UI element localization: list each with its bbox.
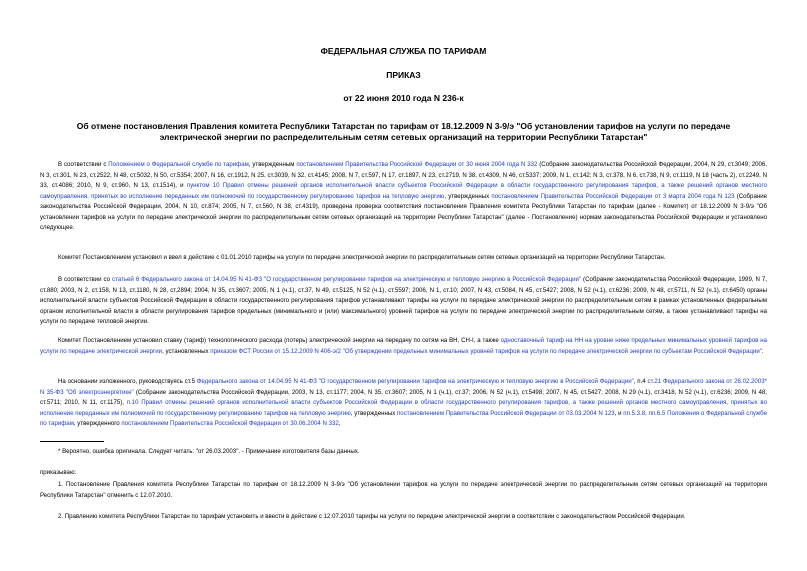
p5-text-4: , утвержденных — [350, 409, 397, 417]
p1-text-4: , утвержденных — [444, 192, 492, 200]
link-fst-regulation-points[interactable]: пп.5.3.8, пп.6.5 Положения о Федеральной службе по тарифам — [40, 409, 767, 427]
p1-text-3: (Собрание законодательства Российской Федерации, 2004, N 29, ст.3049; 2006, N 3, ст.301, N 23, ст.2522, N 48, ст.5032, N 50, ст.5354; 2007, N 16, ст.1912, N 25, ст.3039, N 32, ст.4145; 2008, N 7, ст.597, N 17, ст.1897, N 23, ст.2719, N 38, ст.4309, N 46, ст.5337; 2009, N 1, ст.142; N 3, ст.378, N 6, ст.738, N 9, ст.1119, N 18 (часть 2), ст.2249, N 33, ст.4086; 2010, N 9, ст.960, N 13, ст.1514), и — [40, 161, 768, 189]
link-federal-law-35-fz[interactable]: ст.21 Федерального закона от 26.02.2003* N 35-ФЗ "Об электроэнергетике" — [40, 378, 767, 396]
order-item-2-text: 2. Правлению комитета Республики Татарстан по тарифам установить и ввести в действие с 12.07.2010 тарифы на услуги по передаче электрической энергии в соответствии с законодательством Российской Федерации. — [58, 513, 686, 520]
p4-text-1: Комитет Постановлением установил ставку (тариф) технологического расхода (потерь) электрической энергии на передачу по сетям на ВН, СН-I, а также — [58, 337, 501, 344]
link-single-rate-tariff[interactable]: одноставочный тариф на НН на уровне ниже предельных минимальных уровней тарифов на услуги по передаче электрической энергии — [40, 337, 767, 355]
link-federal-law-41-fz-article-6[interactable]: статьей 6 Федерального закона от 14.04.95 N 41-ФЗ "О государственном регулировании тарифов на электрическую и тепловую энергию в Российской Федерации" — [112, 276, 582, 283]
order-heading-text: приказываю: — [40, 469, 77, 476]
footnote-text: * Вероятно, ошибка оригинала. Следует читать: "от 26.03.2003". - Примечание изготовителя базы данных. — [58, 448, 360, 455]
document-type: ПРИКАЗ — [386, 70, 421, 80]
order-item-2 — [40, 512, 767, 523]
order-item-1-text: 1. Постановление Правления комитета Республики Татарстан по тарифам от 18.12.2009 N 3-9/э "Об установлении тарифов на услуги по передаче электрической энергии по распределительным сетям сетевых организаций на территории Республики Татарстан" отменить с 12.07.2010. — [40, 481, 767, 499]
link-federal-law-41-fz[interactable]: Федерального закона от 14.04.95 N 41-ФЗ "О государственном регулировании тарифов на электрическую и тепловую энергию в Российской Федерации" — [196, 378, 634, 385]
paragraph-2 — [40, 253, 767, 264]
footnote-separator — [40, 441, 104, 442]
link-rules-point-10[interactable]: пунктом 10 Правил отмены решений органов исполнительной власти субъектов Российской Федерации в области государственного регулирования тарифов, а также решений органов местного самоуправления, принятых во исполнение переданных им полномочий по государственному регулированию тарифов на тепловую энергию — [40, 182, 767, 200]
link-fst-order-406[interactable]: приказом ФСТ России от 15.12.2009 N 406-э/2 "Об утверждении предельных минимальных уровней тарифов на услуги по передаче электрической энергии по субъектам Российской Федерации" — [210, 347, 762, 355]
paragraph-5 — [40, 377, 767, 430]
p1-text-5: (Собрание законодательства Российской Федерации, 2004, N 10, ст.874; 2005, N 7, ст.560, N 38, ст.4319), проведена проверка соответствия постановления Правления комитета Республики Татарстан по тарифам (далее - Комитет) от 18.12.2009 N 3-9/э "Об установлении тарифов на услуги по передаче электрической энергии по распределительным сетям сетевых организаций на территории Республики Татарстан" (далее - Постановление) нормам законодательства Российской Федерации и установлено следующее. — [40, 192, 767, 231]
link-rules-point-10-b[interactable]: п.10 Правил отмены решений органов исполнительной власти субъектов Российской Федерации в области государственного регулирования тарифов, а также решений органов местного самоуправления, принятых во исполнение переданных им полномочий по государственному регулированию тарифов на тепловую энергию — [40, 399, 767, 417]
link-government-decree-123-b[interactable]: постановлением Правительства Российской Федерации от 03.03.2004 N 123 — [397, 409, 615, 417]
p5-text-2: , п.4 — [633, 378, 648, 385]
p4-text-2: , установленных — [162, 347, 211, 355]
link-government-decree-123[interactable]: постановлением Правительства Российской Федерации от 3 марта 2004 года N 123 — [491, 192, 735, 200]
p5-text-1: На основании изложенного, руководствуясь ст.5 — [58, 378, 197, 385]
footnote — [40, 447, 767, 458]
p3-text-2: (Собрание законодательства Российской Федерации, 1999, N 7, ст.880; 2003, N 2, ст.158, N 13, ст.1180, N 28, ст.2894; 2004, N 35, ст.3607; 2005, N 1 (ч.1), ст.37, N 49, ст.5125, N 52 (ч.1), ст.5597; 2006, N 1, ст.10; 2007, N 43, ст.5084, N 45, ст.5427; 2008, N 52 (ч.1), ст.6236; 2009, N 48, ст.5711, N 52 (ч.1), ст.6450) органы исполнительной власти субъектов Российской Федерации в области государственного регулирования тарифов устанавливают тарифы на услуги по передаче электрической энергии по распределительным сетям в рамках установленных федеральным органом исполнительной власти в области регулирования тарифов предельных (минимального и (или) максимального) уровней тарифов на услуги по передаче электрической энергии по распределительным сетям, а также устанавливают тарифы на услуги по передаче тепловой энергии. — [40, 276, 767, 325]
paragraph-4 — [40, 336, 767, 357]
p1-text-2: , утвержденным — [248, 161, 297, 168]
document-title: Об отмене постановления Правления комитета Республики Татарстан по тарифам от 18.12.2009 N 3-9/э "Об установлении тарифов на услуги по передаче электрической энергии по распределительным сетям сетевых организаций на территории Республики Татарстан" — [76, 121, 731, 142]
document-date-number: от 22 июня 2010 года N 236-к — [343, 93, 464, 103]
p5-text-3: (Собрание законодательства Российской Федерации, 2003, N 13, ст.1177; 2004, N 35, ст.3607; 2005, N 1 (ч.1), ст.37; 2006, N 52 (ч.1), ст.5498; 2007, N 45, ст.5427; 2008, N 29 (ч.1), ст.3418, N 52 (ч.1), ст.6236; 2009, N 48, ст.5711; 2010, N 11, ст.1175), — [40, 388, 767, 406]
p4-text-3: . — [761, 347, 764, 355]
order-heading — [40, 468, 767, 479]
paragraph-3 — [40, 275, 767, 328]
agency-name: ФЕДЕРАЛЬНАЯ СЛУЖБА ПО ТАРИФАМ — [320, 46, 487, 56]
p1-text-1: В соответствии с — [58, 161, 109, 168]
link-government-decree-332-b[interactable]: постановлением Правительства Российской Федерации от 30.06.2004 N 332 — [121, 420, 339, 427]
p5-text-6: , утвержденного — [73, 420, 122, 427]
p5-text-5: , и — [614, 409, 624, 417]
p5-text-7: , — [338, 420, 341, 427]
order-item-1 — [40, 480, 767, 501]
link-government-decree-332[interactable]: постановлением Правительства Российской Федерации от 30 июня 2004 года N 332 — [296, 161, 538, 168]
p2-text-1: Комитет Постановлением установил и ввел в действие с 01.01.2010 тарифы на услуги по передаче электрической энергии по распределительным сетям сетевых организаций на территории Республики Татарстан. — [58, 254, 666, 261]
p3-text-1: В соответствии со — [58, 276, 113, 283]
link-fst-regulation[interactable]: Положением о Федеральной службе по тарифам — [108, 161, 249, 168]
paragraph-1 — [40, 160, 767, 234]
